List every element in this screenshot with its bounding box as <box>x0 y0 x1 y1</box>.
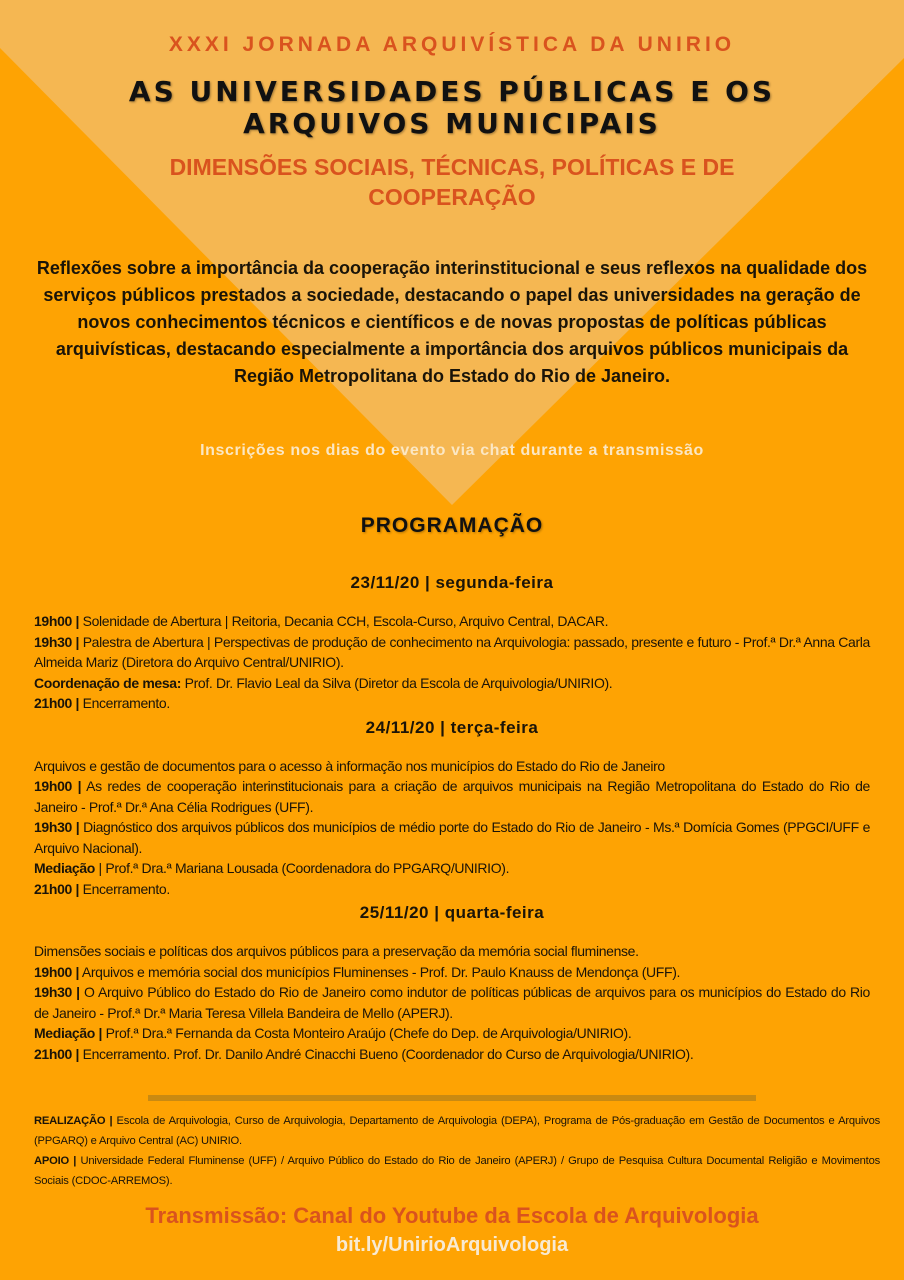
schedule-item-text: Prof.ª Dra.ª Fernanda da Costa Monteiro Araújo (Chefe do Dep. de Arquivologia/UNIRIO). <box>102 1025 632 1041</box>
day-heading: 23/11/20 | segunda-feira <box>350 573 554 592</box>
event-kicker: XXXI JORNADA ARQUIVÍSTICA DA UNIRIO <box>168 33 736 56</box>
event-title <box>0 76 904 140</box>
schedule-item-label: 19h00 | <box>34 613 80 629</box>
program-day <box>34 903 870 1064</box>
schedule-item-text: Arquivos e gestão de documentos para o acesso à informação nos municípios do Estado do Rio de Janeiro <box>34 757 665 774</box>
schedule-item-text: Encerramento. <box>79 695 170 711</box>
program-title: PROGRAMAÇÃO <box>360 514 544 537</box>
youtube-link[interactable]: bit.ly/UnirioArquivologia <box>335 1234 569 1256</box>
schedule-item <box>34 941 870 962</box>
schedule-item-text: O Arquivo Público do Estado do Rio de Janeiro como indutor de políticas públicas de arquivos para os municípios do Estado do Rio de Janeiro - Prof.ª Dr.ª Maria Teresa Villela Bandeira de Mello (APERJ). <box>34 984 870 1021</box>
schedule-item <box>34 756 870 777</box>
title-line-1: AS UNIVERSIDADES PÚBLICAS E OS <box>128 75 776 108</box>
schedule-item <box>34 693 870 714</box>
schedule-item <box>34 858 870 879</box>
schedule-item-label: Mediação | <box>34 1025 103 1041</box>
schedule-item-label: Mediação <box>34 860 95 876</box>
schedule-item <box>34 817 870 858</box>
program-day <box>34 573 870 714</box>
schedule-item <box>34 632 870 673</box>
day-heading: 25/11/20 | quarta-feira <box>359 903 545 922</box>
schedule-item-text: Encerramento. <box>79 880 170 897</box>
schedule-item-text: As redes de cooperação interinstitucionais para a criação de arquivos municipais na Região Metropolitana do Estado do Rio de Janeiro - Prof.ª Dr.ª Ana Célia Rodrigues (UFF). <box>34 778 870 815</box>
event-subtitle: DIMENSÕES SOCIAIS, TÉCNICAS, POLÍTICAS E DE COOPERAÇÃO <box>169 154 735 210</box>
schedule-item <box>34 673 870 694</box>
schedule-item <box>34 611 870 632</box>
schedule-item-text: | Prof.ª Dra.ª Mariana Lousada (Coordenadora do PPGARQ/UNIRIO). <box>95 860 510 876</box>
divider <box>148 1095 756 1101</box>
apoio-label: APOIO | <box>34 1155 77 1167</box>
realizacao-text: Escola de Arquivologia, Curso de Arquivologia, Departamento de Arquivologia (DEPA), Programa de Pós-graduação em Gestão de Documentos e Arquivos (PPGARQ) e Arquivo Central (AC) UNIRIO. <box>34 1115 880 1147</box>
schedule <box>34 573 870 1068</box>
schedule-item <box>34 879 870 900</box>
schedule-item-label: 19h30 | <box>34 633 80 650</box>
apoio <box>34 1151 880 1191</box>
schedule-item-text: Prof. Dr. Flavio Leal da Silva (Diretor da Escola de Arquivologia/UNIRIO). <box>181 674 613 691</box>
realizacao <box>34 1111 880 1151</box>
schedule-item <box>34 982 870 1023</box>
transmission-note: Transmissão: Canal do Youtube da Escola de Arquivologia <box>145 1203 759 1228</box>
schedule-item-text: Encerramento. Prof. Dr. Danilo André Cinacchi Bueno (Coordenador do Curso de Arquivologia/UNIRIO). <box>79 1045 694 1062</box>
schedule-item <box>34 776 870 817</box>
schedule-item-label: 21h00 | <box>34 695 80 711</box>
program-day <box>34 718 870 900</box>
schedule-item-text: Arquivos e memória social dos municípios Fluminenses - Prof. Dr. Paulo Knauss de Mendonça (UFF). <box>79 963 681 980</box>
schedule-item-text: Palestra de Abertura | Perspectivas de produção de conhecimento na Arquivologia: passado, presente e futuro - Prof.ª Dr.ª Anna Carla Almeida Mariz (Diretora do Arquivo Central/UNIRIO). <box>34 633 870 670</box>
realizacao-label: REALIZAÇÃO | <box>34 1115 113 1127</box>
schedule-item-text: Diagnóstico dos arquivos públicos dos municípios de médio porte do Estado do Rio de Janeiro - Ms.ª Domícia Gomes (PPGCI/UFF e Arquivo Nacional). <box>34 819 870 856</box>
registration-note: Inscrições nos dias do evento via chat durante a transmissão <box>200 442 704 459</box>
schedule-item-label: 19h00 | <box>34 963 80 980</box>
schedule-item-text: Solenidade de Abertura | Reitoria, Decania CCH, Escola-Curso, Arquivo Central, DACAR. <box>79 613 609 629</box>
title-line-2: ARQUIVOS MUNICIPAIS <box>243 107 661 140</box>
intro-paragraph: Reflexões sobre a importância da cooperação interinstitucional e seus reflexos na qualidade dos serviços públicos prestados a sociedade, destacando o papel das universidades na geração de novos conhecimentos técnicos e científicos e de novas propostas de políticas públicas arquivísticas, destacando especialmente a importância dos arquivos públicos municipais da Região Metropolitana do Estado do Rio de Janeiro. <box>36 258 868 386</box>
apoio-text: Universidade Federal Fluminense (UFF) / Arquivo Público do Estado do Rio de Janeiro (APERJ) / Grupo de Pesquisa Cultura Documental Religião e Movimentos Sociais (CDOC-ARREMOS). <box>34 1155 880 1187</box>
schedule-item-label: Coordenação de mesa: <box>34 674 182 691</box>
schedule-item-label: 21h00 | <box>34 1045 80 1062</box>
schedule-item <box>34 962 870 983</box>
schedule-item-label: 19h30 | <box>34 819 80 835</box>
schedule-item-text: Dimensões sociais e políticas dos arquivos públicos para a preservação da memória social fluminense. <box>34 943 639 959</box>
day-heading: 24/11/20 | terça-feira <box>365 717 539 737</box>
schedule-item-label: 19h00 | <box>34 778 82 794</box>
credits <box>34 1111 880 1191</box>
schedule-item <box>34 1044 870 1065</box>
schedule-item <box>34 1023 870 1044</box>
schedule-item-label: 19h30 | <box>34 984 80 1000</box>
schedule-item-label: 21h00 | <box>34 880 80 897</box>
